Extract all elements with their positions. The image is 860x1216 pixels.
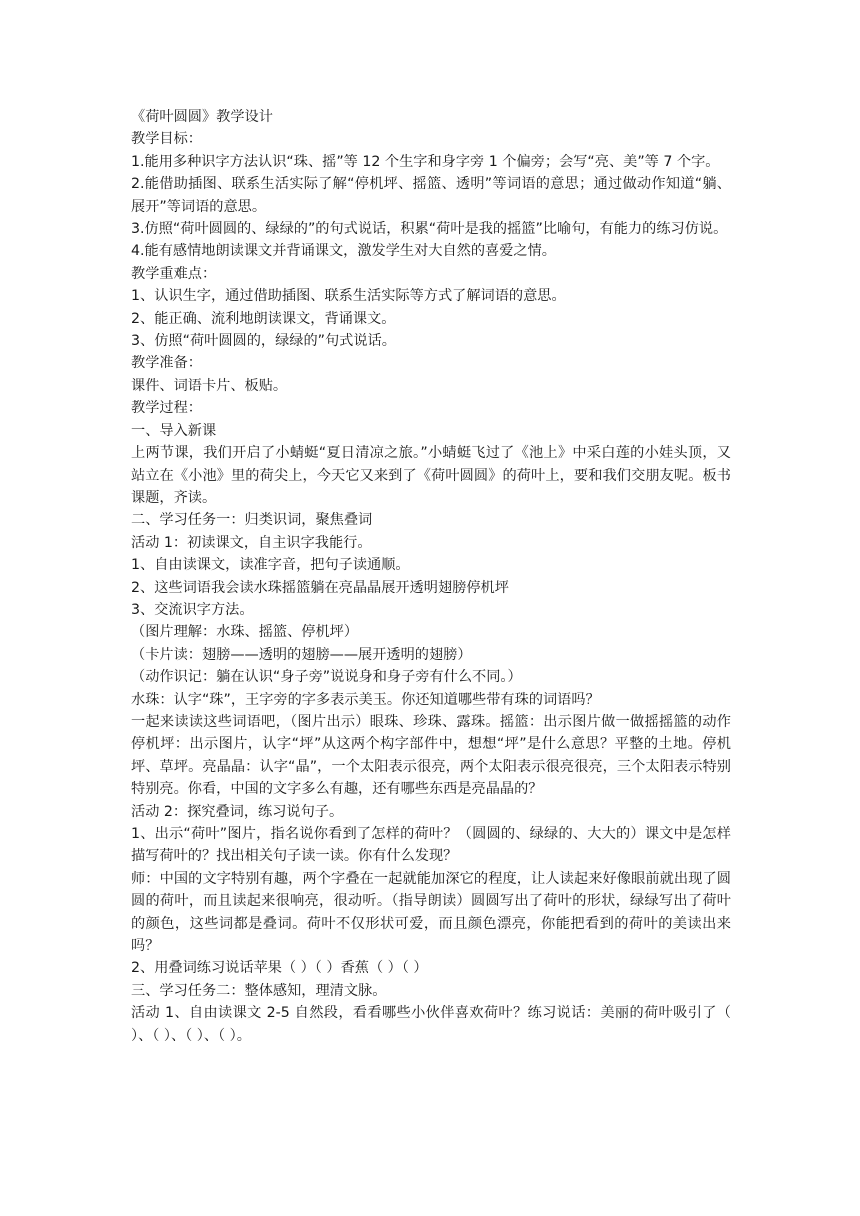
activity-step-3: 3、交流识字方法。 [131, 601, 254, 618]
key-point-item-3: 3、仿照“荷叶圆圆的，绿绿的”句式说话。 [131, 333, 396, 350]
word-explanation-paragraph: 一起来读读这些词语吧，（图片出示）眼珠、珍珠、露珠。摇篮：出示图片做一做摇摇篮的动作停机坪：出示图片，认字“坪”从这两个构字部件中，想想“坪”是什么意思？平整的土地。停机坪、草坪。亮晶晶：认字“晶”，一个太阳表示很亮，两个太阳表示很亮很亮，三个太阳表示特别特别亮。你看，中国的文字多么有趣，还有哪些东西是亮晶晶的？ [131, 713, 731, 798]
step-heading-intro: 一、导入新课 [131, 422, 217, 439]
activity-heading-2: 活动 2：探究叠词，练习说句子。 [131, 803, 344, 820]
task-heading-2: 三、学习任务二：整体感知，理清文脉。 [131, 982, 387, 999]
objective-item-4: 4.能有感情地朗读课文并背诵课文，激发学生对大自然的喜爱之情。 [131, 243, 556, 260]
activity-2-step-2: 2、用叠词练习说话苹果（ ）（ ）香蕉（ ）（ ） [131, 960, 428, 977]
teacher-explanation: 师：中国的文字特别有趣，两个字叠在一起就能加深它的程度，让人读起来好像眼前就出现了圆圆的荷叶，而且读起来很响亮，很动听。（指导朗读）圆圆写出了荷叶的形状，绿绿写出了荷叶的颜色，这些词都是叠词。荷叶不仅形状可爱，而且颜色漂亮，你能把看到的荷叶的美读出来吗？ [131, 870, 731, 955]
intro-paragraph: 上两节课，我们开启了小蜻蜓“夏日清凉之旅。”小蜻蜓飞过了《池上》中采白莲的小娃头顶，又站立在《小池》里的荷尖上，今天它又来到了《荷叶圆圆》的荷叶上，要和我们交朋友呢。板书课题，齐读。 [131, 445, 731, 506]
document-body [131, 106, 731, 1047]
note-picture-understanding: （图片理解：水珠、摇篮、停机坪） [131, 624, 359, 641]
section-heading-key-points: 教学重难点： [131, 265, 217, 282]
task-2-activity-1: 活动 1、自由读课文 2-5 自然段，看看哪些小伙伴喜欢荷叶？练习说话：美丽的荷叶吸引了（ ）、（ ）、（ ）、（ ）。 [131, 1005, 731, 1044]
section-heading-objectives: 教学目标： [131, 131, 202, 148]
section-heading-process: 教学过程： [131, 400, 202, 417]
objective-item-3: 3.仿照“荷叶圆圆的、绿绿的”的句式说话，积累“荷叶是我的摇篮”比喻句，有能力的练习仿说。 [131, 221, 728, 238]
activity-heading-1: 活动 1：初读课文，自主识字我能行。 [131, 534, 372, 551]
preparation-text: 课件、词语卡片、板贴。 [131, 377, 288, 394]
key-point-item-2: 2、能正确、流利地朗读课文，背诵课文。 [131, 310, 396, 327]
document-title: 《荷叶圆圆》教学设计 [131, 109, 273, 125]
objective-item-2: 2.能借助插图、联系生活实际了解“停机坪、摇篮、透明”等词语的意思；通过做动作知道“躺、展开”等词语的意思。 [131, 176, 731, 215]
section-heading-preparation: 教学准备： [131, 355, 202, 372]
note-action-memory: （动作识记：躺在认识“身子旁”说说身和身子旁有什么不同。） [131, 669, 522, 686]
note-card-reading: （卡片读：翅膀——透明的翅膀——展开透明的翅膀） [131, 646, 472, 663]
objective-item-1: 1.能用多种识字方法认识“珠、摇”等 12 个生字和身字旁 1 个偏旁；会写“亮、美”等 7 个字。 [131, 153, 720, 170]
key-point-item-1: 1、认识生字，通过借助插图、联系生活实际等方式了解词语的意思。 [131, 288, 566, 305]
task-heading-1: 二、学习任务一：归类识词，聚焦叠词 [131, 512, 373, 529]
activity-step-1: 1、自由读课文，读准字音，把句子读通顺。 [131, 557, 410, 574]
activity-step-2: 2、这些词语我会读水珠摇篮躺在亮晶晶展开透明翅膀停机坪 [131, 579, 509, 596]
word-explanation-water-drop: 水珠：认字“珠”，王字旁的字多表示美玉。你还知道哪些带有珠的词语吗？ [131, 691, 600, 708]
activity-2-step-1: 1、出示“荷叶”图片，指名说你看到了怎样的荷叶？（圆圆的、绿绿的、大大的）课文中是怎样描写荷叶的？找出相关句子读一读。你有什么发现？ [131, 826, 731, 865]
